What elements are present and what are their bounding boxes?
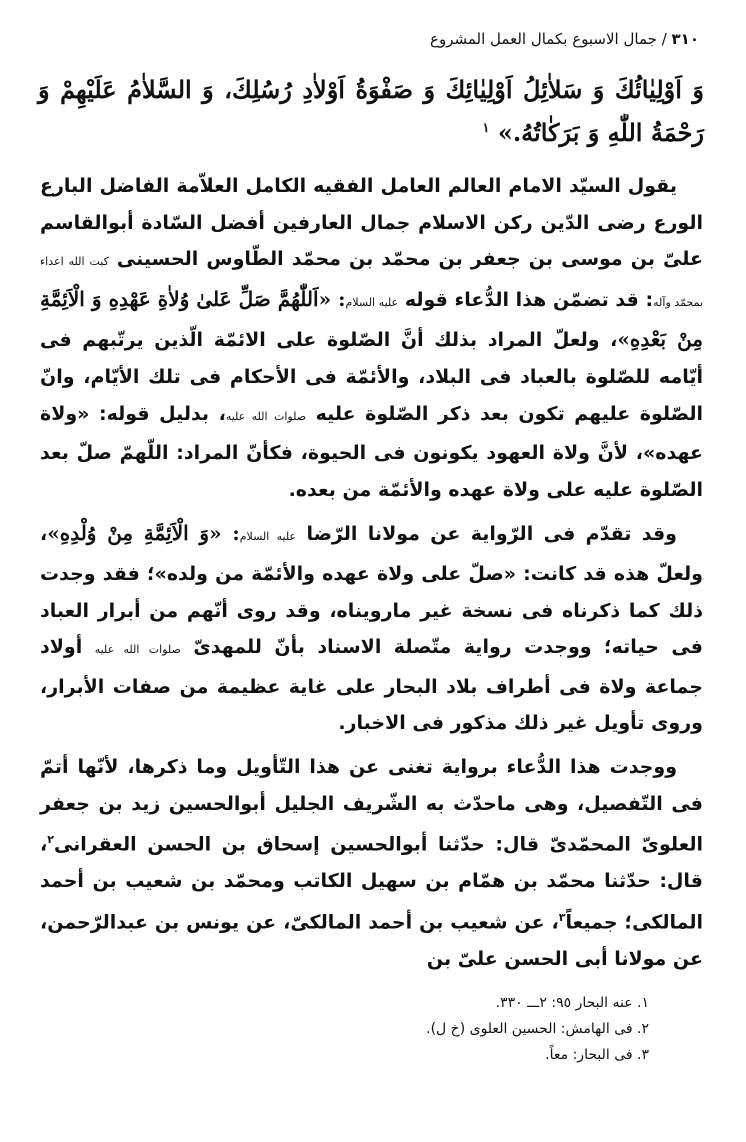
book-title: جمال الاسبوع بكمال العمل المشروع xyxy=(430,30,657,48)
paragraph-1-text-c: ، ولعلّ المراد بذلك أنَّ الصّلوة على الائمّة الّذين يرتّبهم فى أيّامه للصّلوة بالعباد فى البلاد، والأئمّة فى الأحكام فى تلك الأيّام، وانّ الصّلوة عليهم تكون بعد ذكر الصّلوة عليه xyxy=(40,329,703,425)
prayer-verse xyxy=(38,70,704,152)
paragraph-3-text-a: ووجدت هذا الدُّعاء برواية تغنى عن هذا التّأويل وما ذكرها، لأنّها أتمّ فى التّفصيل، وهى ماحدّث به الشّريف الجليل أبوالحسين زيد بن جعفر العلوىّ المحمّدىّ قال: حدّثنا أبوالحسين إسحاق بن الحسن العقرانى xyxy=(40,755,703,856)
footnote-2: ٢. فى الهامش: الحسين العلوى (خ ل). xyxy=(426,1021,649,1037)
paragraph-3-text-b: ، قال: حدّثنا محمّد بن همّام بن سهيل الكاتب ومحمّد بن شعيب بن أحمد المالكى؛ جميعاً xyxy=(40,833,704,933)
paragraph-2-text-c: أولاد جماعة ولاة فى أطراف بلاد البحار على غاية عظيمة من صفات الأبرار، وروى تأويل غير ذلك مذكور فى الاخبار. xyxy=(40,636,703,735)
paragraph-1-text-b: : قد تضمّن هذا الدُّعاء قوله xyxy=(404,288,654,311)
honorific-5: صلوات الله عليه xyxy=(94,643,181,657)
paragraph-2 xyxy=(40,515,703,742)
header-separator: / xyxy=(661,30,667,48)
footnote-ref-3: ٣ xyxy=(558,910,566,924)
quoted-prayer-2: : «وَ الْاَئِمَّةِ مِنْ وُلْدِهِ» xyxy=(47,521,240,546)
running-header xyxy=(47,30,699,48)
paragraph-1-text-a: يقول السيّد الامام العالم العامل الفقيه الكامل العلاّمة الفاضل البارع الورع رضى الدّين ركن الاسلام جمال العارفين أفضل السّادة أبوالقاسم علىّ بن موسى بن جعفر بن محمّد بن محمّد الطّاوس الحسينى xyxy=(40,175,703,271)
paragraph-1 xyxy=(40,168,703,508)
footnote-ref-1: ١ xyxy=(482,121,490,136)
paragraph-2-text-b: ، ولعلّ هذه قد كانت: «صلّ على ولاة عهده والأئمّة من ولده»؛ فقد وجدت ذلك كما ذكرناه فى نسخة غير مارويناه، وقد روى أنّهم من أبرار العباد فى حياته؛ ووجدت رواية متّصلة الاسناد بأنّ للمهدىّ xyxy=(40,523,703,659)
footnote-ref-2: ٢ xyxy=(47,833,54,847)
paragraph-1-text-d: ، بدليل قوله: «ولاة عهده»، لأنَّ ولاة العهود يكونون فى الحيوة، فكأنّ المراد: اللّهمّ صلّ بعد الصّلوة عليه على ولاة عهده والأئمّة من بعده. xyxy=(40,402,703,501)
page-number: ٣١٠ xyxy=(671,30,699,48)
quoted-prayer-1: : «اَللّٰهُمَّ صَلِّ عَلىٰ وُلاٰةِ عَهْدِهِ وَ الْاَئِمَّةِ مِنْ بَعْدِهِ» xyxy=(40,286,704,352)
honorific-2: عليه السلام xyxy=(345,295,399,309)
honorific-3: صلوات الله عليه xyxy=(225,409,307,423)
footnote-1: ١. عنه البحار ٩٥: ٢ـــ ٣٣٠. xyxy=(495,995,649,1011)
honorific-4: عليه السلام xyxy=(239,530,297,544)
main-text xyxy=(40,168,703,984)
footnote-3: ٣. فى البحار: معاً. xyxy=(545,1047,649,1063)
honorific-1: كبت الله اعداء بمحمّد وآله xyxy=(40,255,704,309)
verse-text: وَ اَوْلِيٰائُكَ وَ سَلاٰئِلُ اَوْلِيٰائِكَ وَ صَفْوَةُ اَوْلاٰدِ رُسُلِكَ، وَ السَّلاٰمُ عَلَيْهِمْ وَ رَحْمَةُ اللّٰهِ وَ بَرَكٰاتُهُ.» xyxy=(38,75,704,147)
paragraph-2-text-a: وقد تقدّم فى الرّواية عن مولانا الرّضا xyxy=(306,523,677,546)
paragraph-3-text-c: ، عن شعيب بن أحمد المالكىّ، عن يونس بن عبدالرّحمن، عن مولانا أبى الحسن علىّ بن xyxy=(40,910,703,970)
footnotes xyxy=(200,990,649,1068)
paragraph-3 xyxy=(40,749,703,977)
